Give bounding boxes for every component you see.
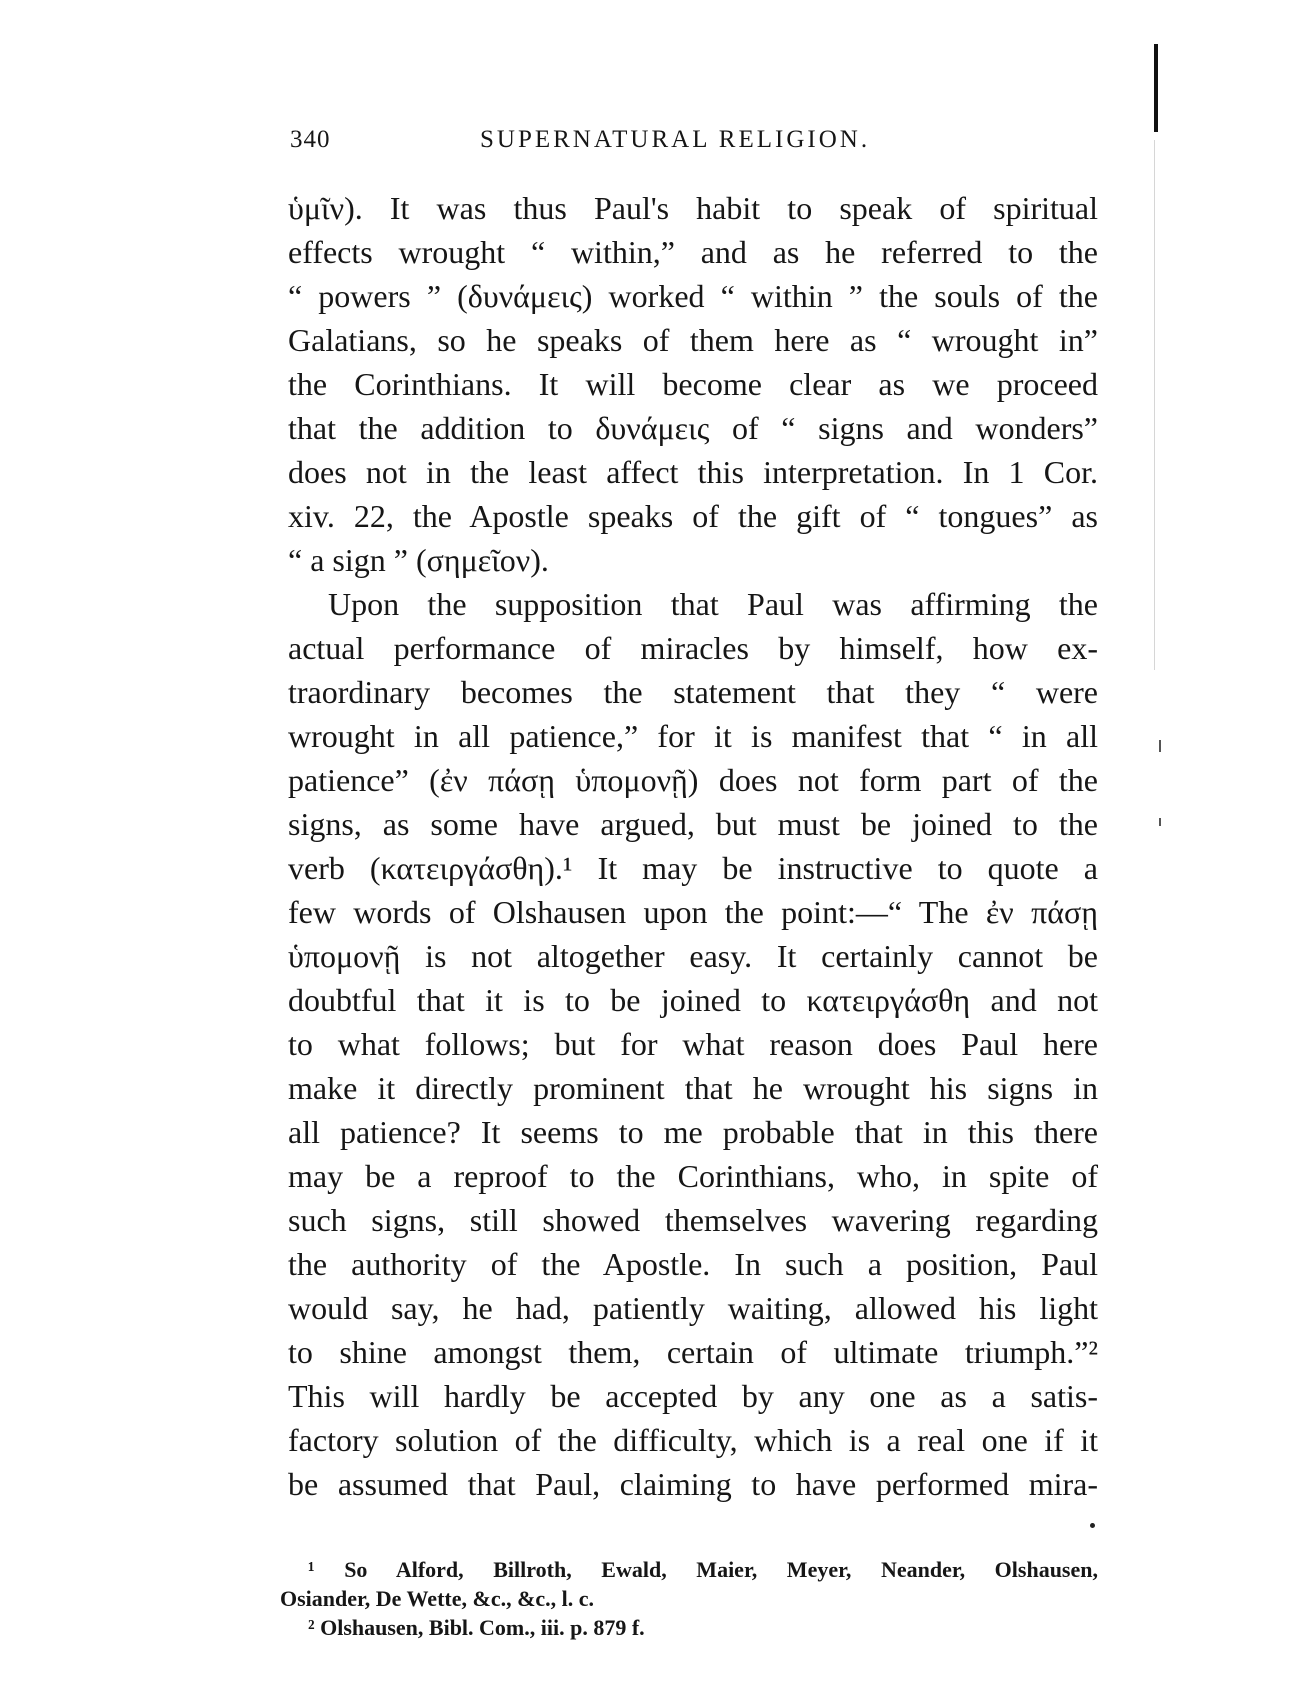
text-line: signs, as some have argued, but must be joined to the [288,806,1098,842]
text-line: xiv. 22, the Apostle speaks of the gift of “ tongues” as [288,498,1098,534]
text-line: all patience? It seems to me probable that in this there [288,1114,1098,1150]
text-line: ὑπομονῇ is not altogether easy. It certainly cannot be [288,938,1098,974]
text-line: make it directly prominent that he wrought his signs in [288,1070,1098,1106]
text-line: does not in the least affect this interpretation. In 1 Cor. [288,454,1098,490]
text-line: factory solution of the difficulty, which is a real one if it [288,1422,1098,1458]
text-line: to what follows; but for what reason does Paul here [288,1026,1098,1062]
text-line: Upon the supposition that Paul was affirming the [328,586,1098,622]
page-edge-mark [1159,818,1161,826]
text-line: that the addition to δυνάμεις of “ signs and wonders” [288,410,1098,446]
page-number: 340 [290,126,331,153]
footnote-line: ² Olshausen, Bibl. Com., iii. p. 879 f. [308,1615,645,1640]
text-line: patience” (ἐν πάσῃ ὑπομονῇ) does not form part of the [288,762,1098,798]
page-edge-rule [1154,44,1158,132]
page-edge-mark [1159,740,1161,752]
text-line: the authority of the Apostle. In such a position, Paul [288,1246,1098,1282]
text-line: wrought in all patience,” for it is manifest that “ in all [288,718,1098,754]
text-line: the Corinthians. It will become clear as we proceed [288,366,1098,402]
text-line: effects wrought “ within,” and as he referred to the [288,234,1098,270]
text-line: be assumed that Paul, claiming to have performed mira- [288,1466,1098,1502]
text-line: actual performance of miracles by himself, how ex- [288,630,1098,666]
text-line: Galatians, so he speaks of them here as “ wrought in” [288,322,1098,358]
text-line: few words of Olshausen upon the point:—“ The ἐν πάσῃ [288,894,1098,930]
main-text [288,186,1098,1506]
page-edge-shadow [1154,140,1155,670]
text-line: verb (κατειργάσθη).¹ It may be instructive to quote a [288,850,1098,886]
text-line: traordinary becomes the statement that they “ were [288,674,1098,710]
stray-mark [1090,1523,1095,1528]
footnote-line: ¹ So Alford, Billroth, Ewald, Maier, Meyer, Neander, Olshausen, [308,1557,1098,1582]
footnote-line: Osiander, De Wette, &c., &c., l. c. [280,1586,595,1611]
running-title: SUPERNATURAL RELIGION. [480,126,871,153]
text-line: This will hardly be accepted by any one as a satis- [288,1378,1098,1414]
text-line: to shine amongst them, certain of ultimate triumph.”² [288,1334,1098,1370]
page-header [290,126,1100,162]
footnotes [280,1555,1098,1642]
text-line: would say, he had, patiently waiting, allowed his light [288,1290,1098,1326]
text-line: ὑμῖν). It was thus Paul's habit to speak of spiritual [288,190,1098,226]
text-line: such signs, still showed themselves wavering regarding [288,1202,1098,1238]
text-line: doubtful that it is to be joined to κατειργάσθη and not [288,982,1098,1018]
text-line: “ a sign ” (σημεῖον). [288,542,549,578]
text-line: “ powers ” (δυνάμεις) worked “ within ” the souls of the [288,278,1098,314]
text-line: may be a reproof to the Corinthians, who, in spite of [288,1158,1098,1194]
